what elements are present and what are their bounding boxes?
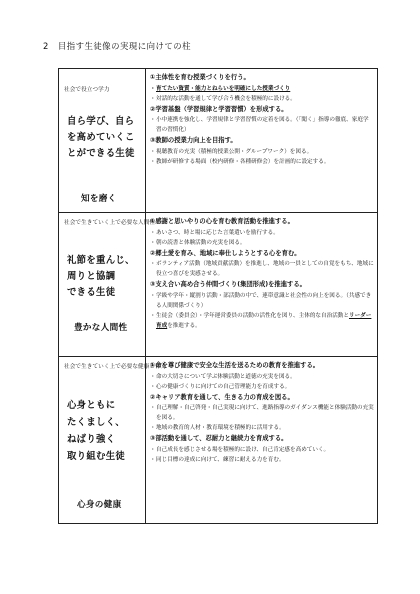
policy-title: ③教師の授業力向上を目指す。 [150, 137, 237, 144]
policy-title: ②郷土愛を育み、地域に奉仕しようとする心を育む。 [150, 249, 301, 257]
policy-title: ③部活動を通して、忍耐力と継続力を育成する。 [150, 435, 288, 442]
pillar-student-image [67, 397, 125, 465]
student-image-line: 取り組む生徒 [67, 451, 126, 462]
student-image-line: ねばり強く [67, 434, 116, 445]
policy-sub: ・朝の読書と体験活動の充実を図る。 [150, 239, 246, 246]
pillar-left-cell [59, 357, 167, 524]
policy-sub: ・育てたい資質・能力とねらいを明確にした授業づくり [150, 85, 291, 92]
policy-title: ②キャリア教育を通して、生きる力の育成を図る。 [150, 393, 294, 401]
policy-sub: ・学級や学年・縦割り活動・部活動の中で、連帯意識と社会性の向上を図る。（共感できる人間関係づくり） [150, 292, 372, 309]
policy-sub: ・自己理解・自己啓発・自己実現に向けて、進路指導のガイダンス機能と体験活動の充実を図る。 [150, 405, 374, 421]
student-image-line: 心身ともに [67, 400, 116, 411]
pillar-student-image [67, 114, 135, 162]
policy-item [150, 393, 374, 434]
pillar-label: 社会で生きていく上で必要な人間性 [64, 220, 156, 226]
pillar-right-cell [146, 213, 378, 357]
pillar-left-cell [59, 69, 146, 213]
policy-sub: ・あいさつ、時と場に応じた言葉遣いを励行する。 [150, 229, 279, 236]
student-image-line: とができる生徒 [67, 148, 135, 159]
student-image-line: 礼節を重んじ、 [67, 255, 135, 266]
policy-item [150, 249, 374, 280]
policy-item [150, 105, 374, 136]
policy-sub: ・生徒会（委員会）・学年運営委員の活動の活性化を図り、主体的な自治活動とリーダー育成を推進する。 [150, 312, 372, 329]
pillar-label: 社会で役立つ学力 [64, 87, 110, 93]
leader-underline: リーダー育成 [156, 312, 372, 329]
policy-sub: ・地域の教育的人材・教育環境を積極的に活用する。 [150, 425, 285, 431]
pillar-footer: 心身の健康 [77, 500, 122, 510]
pillar-footer: 豊かな人間性 [74, 323, 128, 333]
pillar-student-image [67, 253, 135, 301]
policy-sub: ・ボランティア活動（地域貢献活動）を推進し、地域の一員としての自覚をもち、地域に役立つ喜びを実感させる。 [150, 261, 374, 277]
pillar-footer: 知を磨く [81, 194, 117, 204]
policy-title: ①感謝と思いやりの心を育む教育活動を推進する。 [150, 218, 294, 225]
policy-sub: ・心の健康づくりに向けての自己管理能力を育成する。 [150, 383, 291, 390]
policy-sub: ・命の大切さについて学ぶ体験活動と道徳の充実を図る。 [150, 373, 296, 380]
student-image-line: 自ら学び、自ら [67, 116, 135, 127]
pillar-left-cell [59, 213, 156, 357]
pillar-row-knowledge [59, 69, 378, 213]
policy-item [150, 217, 374, 248]
student-image-line: を高めていくこ [67, 132, 135, 143]
pillar-row-humanity [59, 213, 378, 357]
policy-item [150, 73, 374, 104]
policy-item [150, 136, 374, 167]
pillars-table [58, 68, 378, 524]
policy-title: ②学習基盤（学習規律と学習習慣）を形成する。 [150, 105, 288, 113]
policy-sub: ・自己成長を感じさせる場を積極的に設け、自己肯定感を高めていく。 [150, 446, 330, 453]
policy-item [150, 280, 374, 331]
policy-sub: ・対話的な活動を通して学び合う機会を積極的に設ける。 [150, 95, 296, 102]
pillar-row-health [59, 357, 378, 524]
section-number: 2 [43, 41, 49, 51]
policy-title: ①命を尊び健康で安全な生活を送るための教育を推進する。 [150, 362, 320, 369]
policy-title: ③支え合い高め合う仲間づくり(集団形成)を推進する。 [150, 281, 306, 288]
section-title: 目指す生徒像の実現に向けての柱 [57, 41, 191, 51]
student-image-line: 周りと協調 [67, 271, 116, 282]
student-image-line: できる生徒 [67, 287, 116, 298]
student-image-line: たくましく、 [67, 417, 125, 428]
pillar-right-cell [146, 357, 378, 524]
policy-sub: ・同じ目標の達成に向けて、練習に耐える力を育む。 [150, 456, 285, 463]
policy-item [150, 361, 374, 392]
policy-item [150, 434, 374, 465]
section-heading [43, 40, 191, 52]
policy-sub: ・視聴教育の充実（積極的授業公開・グループワーク）を図る。 [150, 148, 313, 155]
pillar-right-cell [146, 69, 378, 213]
policy-title: ①主体性を育む授業づくりを行う。 [150, 74, 250, 81]
policy-sub: ・教師が研修する場面（校内研修・各種研修会）を計画的に設定する。 [150, 158, 330, 165]
policy-sub: ・小中連携を強化し、学習規律と学習習慣の定着を図る。（「聞く」指導の徹底、家庭学習の習慣化） [150, 117, 369, 133]
pillar-label: 社会で生きていく上で必要な健康と体力 [64, 364, 167, 370]
